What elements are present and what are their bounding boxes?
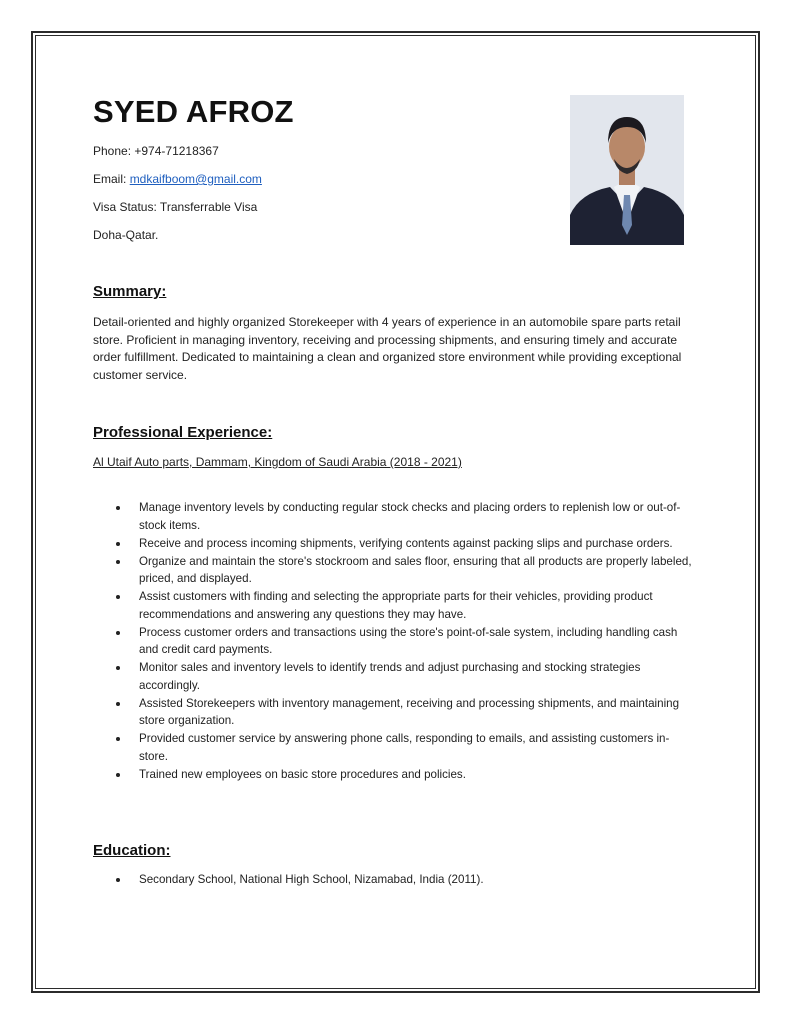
phone-line: Phone: +974-71218367 [93,144,219,158]
profile-photo [570,95,684,245]
experience-bullet-list [93,499,693,784]
education-heading: Education: [93,842,171,859]
bullet-icon [116,506,120,510]
email-label: Email: [93,172,130,186]
bullet-icon [116,595,120,599]
job-employer-line: Al Utaif Auto parts, Dammam, Kingdom of Saudi Arabia (2018 - 2021) [93,455,462,469]
location-line: Doha-Qatar. [93,228,159,242]
bullet-icon [116,542,120,546]
education-item [93,871,693,889]
bullet-icon [116,878,120,882]
bullet-icon [116,560,120,564]
bullet-text: Receive and process incoming shipments, verifying contents against packing slips and purchase orders. [139,536,673,550]
summary-text: Detail-oriented and highly organized Storekeeper with 4 years of experience in an automobile spare parts retail store. Proficient in managing inventory, receiving and processing shipments, and ensuring timely and accurate order fulfillment. Dedicated to maintaining a clean and organized store environment while providing exceptional customer service. [93,315,682,382]
bullet-icon [116,702,120,706]
candidate-name: SYED AFROZ [93,94,294,129]
experience-bullet [93,535,693,553]
bullet-icon [116,773,120,777]
experience-heading: Professional Experience: [93,424,273,441]
bullet-icon [116,666,120,670]
bullet-text: Assisted Storekeepers with inventory management, receiving and processing shipments, and maintaining store organization. [139,696,680,728]
email-link[interactable]: mdkaifboom@gmail.com [129,172,262,186]
bullet-text: Organize and maintain the store's stockroom and sales floor, ensuring that all products are properly labeled, priced, and displayed. [139,554,692,586]
bullet-text: Assist customers with finding and selecting the appropriate parts for their vehicles, providing product recommendations and answering any questions they may have. [139,590,653,621]
experience-bullet [93,766,693,784]
bullet-text: Manage inventory levels by conducting regular stock checks and placing orders to replenish low or out-of-stock items. [139,501,681,532]
experience-bullet [93,695,693,730]
bullet-text: Monitor sales and inventory levels to identify trends and adjust purchasing and stocking strategies accordingly. [139,661,641,692]
education-text: Secondary School, National High School, Nizamabad, India (2011). [139,873,484,886]
email-line [93,172,262,186]
experience-bullet [93,499,693,534]
experience-bullet [93,730,693,765]
bullet-icon [116,631,120,635]
bullet-text: Process customer orders and transactions using the store's point-of-sale system, including handling cash and credit card payments. [139,625,678,657]
experience-bullet [93,553,693,588]
summary-heading: Summary: [93,283,167,300]
visa-status-line: Visa Status: Transferrable Visa [93,200,258,214]
education-list [93,871,693,889]
bullet-text: Trained new employees on basic store procedures and policies. [139,768,466,782]
experience-bullet [93,659,693,694]
experience-bullet [93,588,693,623]
experience-bullet [93,624,693,659]
bullet-icon [116,737,120,741]
bullet-text: Provided customer service by answering phone calls, responding to emails, and assisting customers in-store. [139,732,670,764]
